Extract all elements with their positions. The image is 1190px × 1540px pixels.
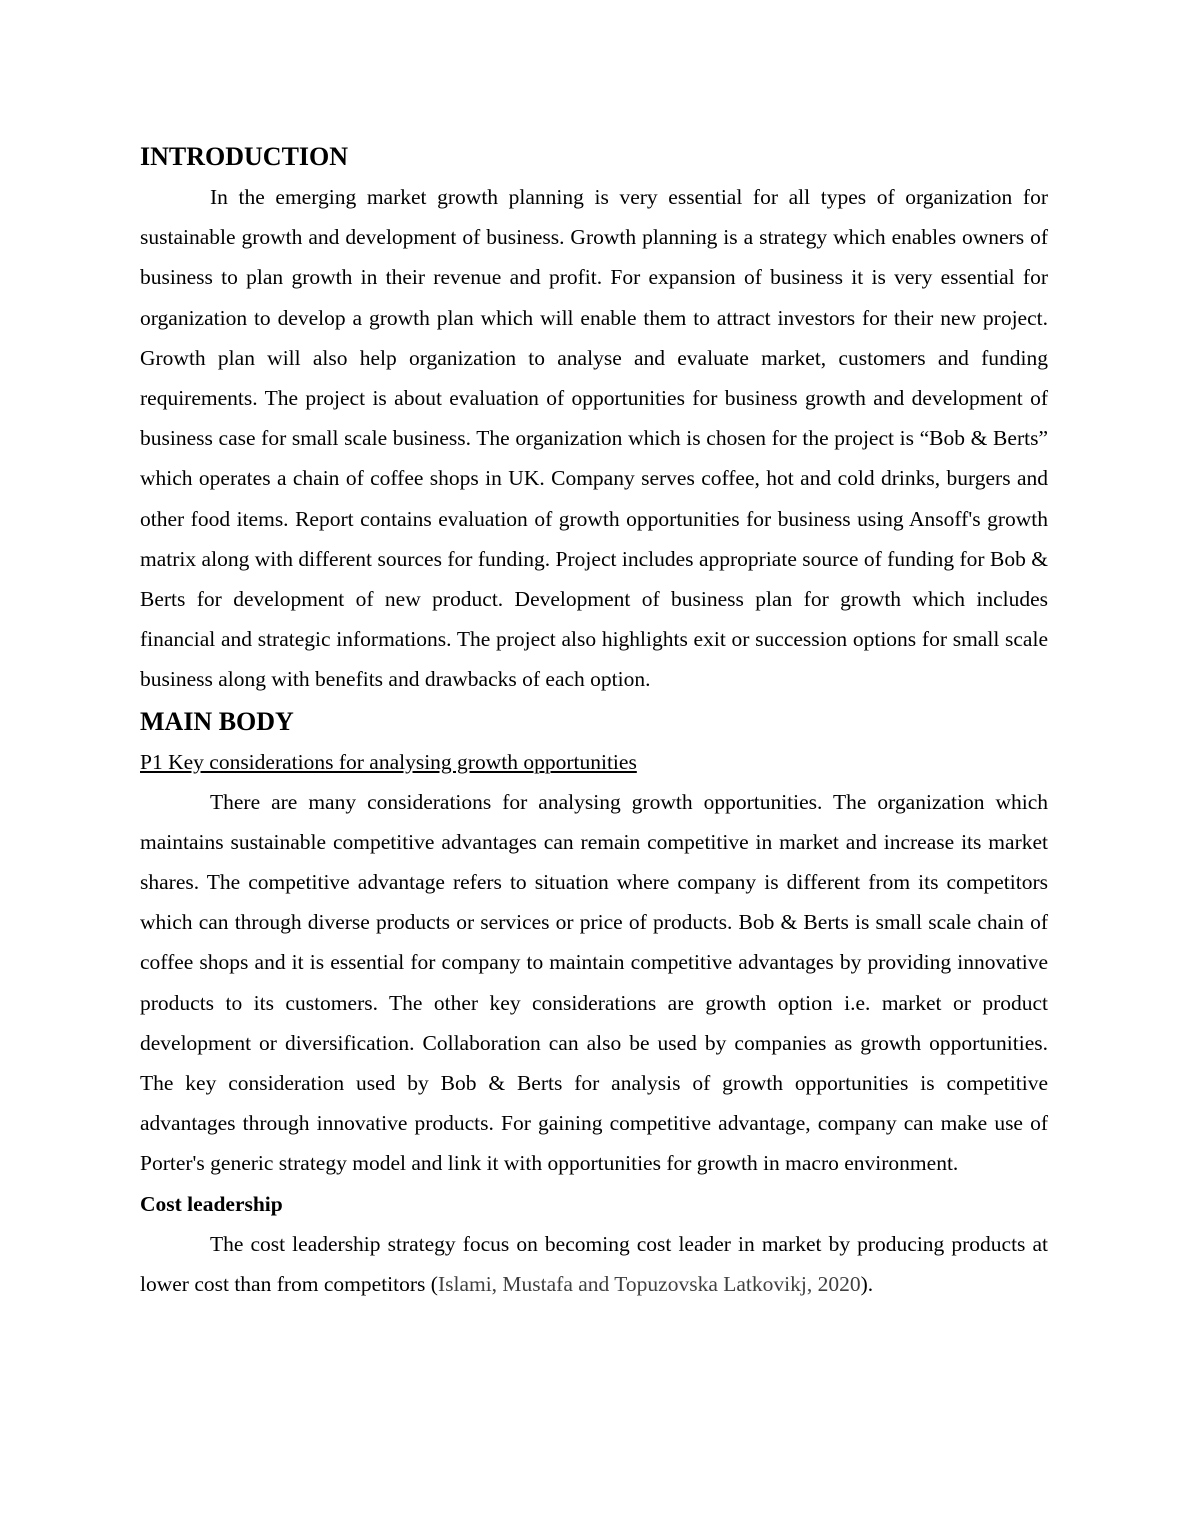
introduction-heading: INTRODUCTION — [140, 142, 349, 171]
cost-leadership-paragraph — [140, 1224, 1048, 1304]
p1-section-title: P1 Key considerations for analysing growth opportunities — [140, 749, 637, 774]
cost-leadership-text-end: ). — [860, 1271, 874, 1296]
p1-paragraph: There are many considerations for analysing growth opportunities. The organization which maintains sustainable competitive advantages can remain competitive in market and increase its market shares. The competitive advantage refers to situation where company is different from its competitors which can through diverse products or services or price of products. Bob & Berts is small scale chain of coffee shops and it is essential for company to maintain competitive advantages by providing innovative products to its customers. The other key considerations are growth option i.e. market or product development or diversification. Collaboration can also be used by companies as growth opportunities. The key consideration used by Bob & Berts for analysis of growth opportunities is competitive advantages through innovative products. For gaining competitive advantage, company can make use of Porter's generic strategy model and link it with opportunities for growth in macro environment. — [140, 789, 1048, 1176]
cost-leadership-heading: Cost leadership — [140, 1191, 283, 1216]
citation: Islami, Mustafa and Topuzovska Latkovikj, 2020 — [437, 1271, 861, 1296]
introduction-paragraph: In the emerging market growth planning is very essential for all types of organization for sustainable growth and development of business. Growth planning is a strategy which enables owners of business to plan growth in their revenue and profit. For expansion of business it is very essential for organization to develop a growth plan which will enable them to attract investors for their new project. Growth plan will also help organization to analyse and evaluate market, customers and funding requirements. The project is about evaluation of opportunities for business growth and development of business case for small scale business. The organization which is chosen for the project is “Bob & Berts” which operates a chain of coffee shops in UK. Company serves coffee, hot and cold drinks, burgers and other food items. Report contains evaluation of growth opportunities for business using Ansoff's growth matrix along with different sources for funding. Project includes appropriate source of funding for Bob & Berts for development of new product. Development of business plan for growth which includes financial and strategic informations. The project also highlights exit or succession options for small scale business along with benefits and drawbacks of each option. — [140, 185, 1048, 692]
cost-leadership-text: The cost leadership strategy focus on becoming cost leader in market by producing products at lower cost than from competitors ( — [140, 1231, 1048, 1296]
main-body-heading: MAIN BODY — [140, 706, 294, 736]
document-page — [140, 137, 1048, 1304]
